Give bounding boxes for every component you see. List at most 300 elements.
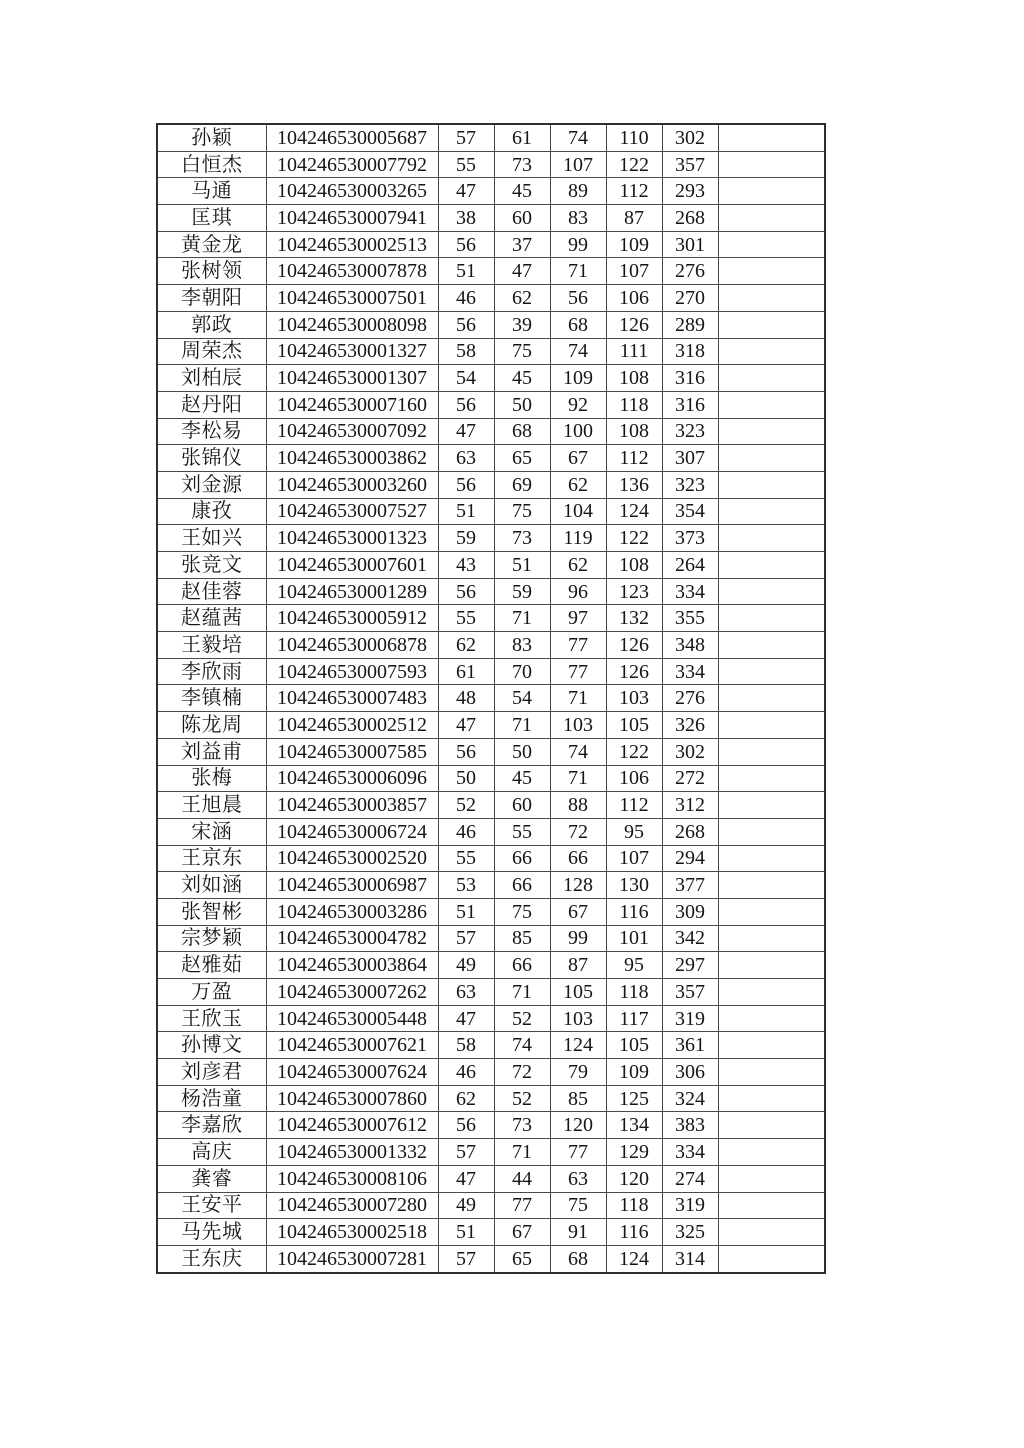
total-score-cell: 268 bbox=[662, 205, 718, 232]
student-name-cell: 黄金龙 bbox=[157, 231, 266, 258]
score-1-cell: 56 bbox=[438, 231, 494, 258]
score-4-cell: 126 bbox=[606, 632, 662, 659]
table-row bbox=[157, 1219, 825, 1246]
score-2-cell: 60 bbox=[494, 205, 550, 232]
score-3-cell: 103 bbox=[550, 1005, 606, 1032]
exam-id-cell: 104246530003857 bbox=[266, 792, 438, 819]
student-name-cell: 李欣雨 bbox=[157, 658, 266, 685]
score-1-cell: 47 bbox=[438, 178, 494, 205]
score-2-cell: 62 bbox=[494, 285, 550, 312]
score-4-cell: 109 bbox=[606, 1059, 662, 1086]
exam-id-cell: 104246530001307 bbox=[266, 365, 438, 392]
score-1-cell: 48 bbox=[438, 685, 494, 712]
score-1-cell: 56 bbox=[438, 471, 494, 498]
total-score-cell: 357 bbox=[662, 979, 718, 1006]
total-score-cell: 334 bbox=[662, 578, 718, 605]
score-2-cell: 44 bbox=[494, 1165, 550, 1192]
student-name-cell: 陈龙周 bbox=[157, 712, 266, 739]
blank-cell bbox=[718, 124, 825, 151]
score-4-cell: 118 bbox=[606, 1192, 662, 1219]
table-row bbox=[157, 471, 825, 498]
table-row bbox=[157, 205, 825, 232]
blank-cell bbox=[718, 1085, 825, 1112]
score-1-cell: 46 bbox=[438, 1059, 494, 1086]
score-4-cell: 134 bbox=[606, 1112, 662, 1139]
score-4-cell: 124 bbox=[606, 498, 662, 525]
blank-cell bbox=[718, 1165, 825, 1192]
score-2-cell: 66 bbox=[494, 845, 550, 872]
total-score-cell: 326 bbox=[662, 712, 718, 739]
blank-cell bbox=[718, 1112, 825, 1139]
score-4-cell: 126 bbox=[606, 658, 662, 685]
score-3-cell: 99 bbox=[550, 231, 606, 258]
score-1-cell: 61 bbox=[438, 658, 494, 685]
score-2-cell: 47 bbox=[494, 258, 550, 285]
score-4-cell: 105 bbox=[606, 1032, 662, 1059]
score-2-cell: 52 bbox=[494, 1085, 550, 1112]
score-2-cell: 69 bbox=[494, 471, 550, 498]
student-name-cell: 王毅培 bbox=[157, 632, 266, 659]
blank-cell bbox=[718, 258, 825, 285]
total-score-cell: 334 bbox=[662, 1139, 718, 1166]
score-4-cell: 107 bbox=[606, 258, 662, 285]
score-1-cell: 51 bbox=[438, 898, 494, 925]
score-2-cell: 65 bbox=[494, 445, 550, 472]
exam-id-cell: 104246530001327 bbox=[266, 338, 438, 365]
score-3-cell: 105 bbox=[550, 979, 606, 1006]
exam-id-cell: 104246530007612 bbox=[266, 1112, 438, 1139]
exam-id-cell: 104246530006724 bbox=[266, 818, 438, 845]
total-score-cell: 276 bbox=[662, 685, 718, 712]
score-2-cell: 55 bbox=[494, 818, 550, 845]
score-3-cell: 56 bbox=[550, 285, 606, 312]
exam-id-cell: 104246530006878 bbox=[266, 632, 438, 659]
blank-cell bbox=[718, 231, 825, 258]
blank-cell bbox=[718, 498, 825, 525]
blank-cell bbox=[718, 818, 825, 845]
total-score-cell: 274 bbox=[662, 1165, 718, 1192]
student-name-cell: 赵佳蓉 bbox=[157, 578, 266, 605]
score-2-cell: 75 bbox=[494, 338, 550, 365]
score-4-cell: 103 bbox=[606, 685, 662, 712]
exam-id-cell: 104246530002512 bbox=[266, 712, 438, 739]
score-1-cell: 54 bbox=[438, 365, 494, 392]
student-name-cell: 王京东 bbox=[157, 845, 266, 872]
student-name-cell: 王欣玉 bbox=[157, 1005, 266, 1032]
student-name-cell: 王安平 bbox=[157, 1192, 266, 1219]
score-1-cell: 57 bbox=[438, 1139, 494, 1166]
table-row bbox=[157, 738, 825, 765]
total-score-cell: 270 bbox=[662, 285, 718, 312]
blank-cell bbox=[718, 632, 825, 659]
student-name-cell: 李松易 bbox=[157, 418, 266, 445]
exam-id-cell: 104246530007585 bbox=[266, 738, 438, 765]
score-2-cell: 71 bbox=[494, 605, 550, 632]
table-row bbox=[157, 952, 825, 979]
total-score-cell: 268 bbox=[662, 818, 718, 845]
exam-id-cell: 104246530007593 bbox=[266, 658, 438, 685]
table-row bbox=[157, 845, 825, 872]
table-row bbox=[157, 898, 825, 925]
score-4-cell: 130 bbox=[606, 872, 662, 899]
score-2-cell: 54 bbox=[494, 685, 550, 712]
score-3-cell: 109 bbox=[550, 365, 606, 392]
score-1-cell: 47 bbox=[438, 712, 494, 739]
table-row bbox=[157, 178, 825, 205]
score-4-cell: 126 bbox=[606, 311, 662, 338]
student-name-cell: 匡琪 bbox=[157, 205, 266, 232]
total-score-cell: 377 bbox=[662, 872, 718, 899]
exam-id-cell: 104246530002518 bbox=[266, 1219, 438, 1246]
blank-cell bbox=[718, 1059, 825, 1086]
total-score-cell: 323 bbox=[662, 471, 718, 498]
table-row bbox=[157, 552, 825, 579]
total-score-cell: 301 bbox=[662, 231, 718, 258]
student-name-cell: 王旭晨 bbox=[157, 792, 266, 819]
total-score-cell: 361 bbox=[662, 1032, 718, 1059]
exam-id-cell: 104246530007624 bbox=[266, 1059, 438, 1086]
score-4-cell: 112 bbox=[606, 445, 662, 472]
score-1-cell: 55 bbox=[438, 151, 494, 178]
total-score-cell: 316 bbox=[662, 365, 718, 392]
table-row bbox=[157, 632, 825, 659]
score-1-cell: 56 bbox=[438, 738, 494, 765]
score-3-cell: 87 bbox=[550, 952, 606, 979]
score-1-cell: 56 bbox=[438, 311, 494, 338]
table-row bbox=[157, 338, 825, 365]
table-row bbox=[157, 1245, 825, 1272]
table-row bbox=[157, 418, 825, 445]
score-4-cell: 106 bbox=[606, 765, 662, 792]
score-1-cell: 56 bbox=[438, 391, 494, 418]
score-3-cell: 91 bbox=[550, 1219, 606, 1246]
blank-cell bbox=[718, 1219, 825, 1246]
score-2-cell: 74 bbox=[494, 1032, 550, 1059]
score-2-cell: 75 bbox=[494, 498, 550, 525]
table-row bbox=[157, 124, 825, 151]
score-3-cell: 77 bbox=[550, 632, 606, 659]
student-name-cell: 刘彦君 bbox=[157, 1059, 266, 1086]
score-1-cell: 56 bbox=[438, 1112, 494, 1139]
score-2-cell: 71 bbox=[494, 712, 550, 739]
total-score-cell: 294 bbox=[662, 845, 718, 872]
student-name-cell: 王如兴 bbox=[157, 525, 266, 552]
total-score-cell: 383 bbox=[662, 1112, 718, 1139]
score-3-cell: 104 bbox=[550, 498, 606, 525]
exam-id-cell: 104246530005448 bbox=[266, 1005, 438, 1032]
score-4-cell: 120 bbox=[606, 1165, 662, 1192]
total-score-cell: 316 bbox=[662, 391, 718, 418]
score-4-cell: 87 bbox=[606, 205, 662, 232]
score-1-cell: 58 bbox=[438, 338, 494, 365]
score-3-cell: 71 bbox=[550, 685, 606, 712]
score-1-cell: 55 bbox=[438, 845, 494, 872]
score-2-cell: 67 bbox=[494, 1219, 550, 1246]
exam-id-cell: 104246530007280 bbox=[266, 1192, 438, 1219]
score-1-cell: 57 bbox=[438, 1245, 494, 1272]
score-4-cell: 108 bbox=[606, 365, 662, 392]
table-row bbox=[157, 792, 825, 819]
exam-id-cell: 104246530003265 bbox=[266, 178, 438, 205]
total-score-cell: 319 bbox=[662, 1192, 718, 1219]
score-3-cell: 124 bbox=[550, 1032, 606, 1059]
table-row bbox=[157, 391, 825, 418]
exam-id-cell: 104246530001323 bbox=[266, 525, 438, 552]
score-4-cell: 129 bbox=[606, 1139, 662, 1166]
table-row bbox=[157, 872, 825, 899]
table-row bbox=[157, 1059, 825, 1086]
table-row bbox=[157, 1139, 825, 1166]
score-3-cell: 83 bbox=[550, 205, 606, 232]
student-name-cell: 万盈 bbox=[157, 979, 266, 1006]
score-3-cell: 120 bbox=[550, 1112, 606, 1139]
score-1-cell: 58 bbox=[438, 1032, 494, 1059]
score-1-cell: 47 bbox=[438, 1165, 494, 1192]
score-3-cell: 96 bbox=[550, 578, 606, 605]
score-2-cell: 51 bbox=[494, 552, 550, 579]
score-3-cell: 74 bbox=[550, 338, 606, 365]
blank-cell bbox=[718, 738, 825, 765]
exam-id-cell: 104246530006987 bbox=[266, 872, 438, 899]
score-1-cell: 56 bbox=[438, 578, 494, 605]
score-3-cell: 62 bbox=[550, 552, 606, 579]
total-score-cell: 323 bbox=[662, 418, 718, 445]
student-name-cell: 马通 bbox=[157, 178, 266, 205]
score-3-cell: 74 bbox=[550, 738, 606, 765]
exam-id-cell: 104246530007262 bbox=[266, 979, 438, 1006]
score-1-cell: 43 bbox=[438, 552, 494, 579]
exam-id-cell: 104246530007160 bbox=[266, 391, 438, 418]
score-4-cell: 112 bbox=[606, 792, 662, 819]
score-3-cell: 79 bbox=[550, 1059, 606, 1086]
exam-id-cell: 104246530005687 bbox=[266, 124, 438, 151]
total-score-cell: 276 bbox=[662, 258, 718, 285]
score-4-cell: 110 bbox=[606, 124, 662, 151]
blank-cell bbox=[718, 685, 825, 712]
table-row bbox=[157, 979, 825, 1006]
blank-cell bbox=[718, 658, 825, 685]
score-1-cell: 57 bbox=[438, 925, 494, 952]
exam-id-cell: 104246530005912 bbox=[266, 605, 438, 632]
student-name-cell: 李镇楠 bbox=[157, 685, 266, 712]
student-name-cell: 刘如涵 bbox=[157, 872, 266, 899]
student-name-cell: 李朝阳 bbox=[157, 285, 266, 312]
student-name-cell: 赵蕴茜 bbox=[157, 605, 266, 632]
total-score-cell: 302 bbox=[662, 738, 718, 765]
score-1-cell: 38 bbox=[438, 205, 494, 232]
score-2-cell: 52 bbox=[494, 1005, 550, 1032]
table-row bbox=[157, 1112, 825, 1139]
table-row bbox=[157, 445, 825, 472]
blank-cell bbox=[718, 445, 825, 472]
score-2-cell: 68 bbox=[494, 418, 550, 445]
score-2-cell: 50 bbox=[494, 391, 550, 418]
score-2-cell: 73 bbox=[494, 151, 550, 178]
total-score-cell: 297 bbox=[662, 952, 718, 979]
table-row bbox=[157, 658, 825, 685]
table-row bbox=[157, 765, 825, 792]
exam-id-cell: 104246530007092 bbox=[266, 418, 438, 445]
score-2-cell: 65 bbox=[494, 1245, 550, 1272]
blank-cell bbox=[718, 178, 825, 205]
total-score-cell: 354 bbox=[662, 498, 718, 525]
score-2-cell: 72 bbox=[494, 1059, 550, 1086]
total-score-cell: 302 bbox=[662, 124, 718, 151]
exam-id-cell: 104246530007941 bbox=[266, 205, 438, 232]
table-row bbox=[157, 1165, 825, 1192]
score-2-cell: 73 bbox=[494, 525, 550, 552]
student-name-cell: 郭政 bbox=[157, 311, 266, 338]
student-name-cell: 白恒杰 bbox=[157, 151, 266, 178]
score-4-cell: 125 bbox=[606, 1085, 662, 1112]
score-1-cell: 49 bbox=[438, 952, 494, 979]
score-2-cell: 71 bbox=[494, 979, 550, 1006]
score-1-cell: 63 bbox=[438, 979, 494, 1006]
score-4-cell: 118 bbox=[606, 979, 662, 1006]
student-name-cell: 杨浩童 bbox=[157, 1085, 266, 1112]
blank-cell bbox=[718, 712, 825, 739]
score-4-cell: 108 bbox=[606, 418, 662, 445]
score-3-cell: 85 bbox=[550, 1085, 606, 1112]
blank-cell bbox=[718, 338, 825, 365]
total-score-cell: 357 bbox=[662, 151, 718, 178]
score-2-cell: 71 bbox=[494, 1139, 550, 1166]
score-1-cell: 50 bbox=[438, 765, 494, 792]
exam-id-cell: 104246530003286 bbox=[266, 898, 438, 925]
score-4-cell: 108 bbox=[606, 552, 662, 579]
score-4-cell: 105 bbox=[606, 712, 662, 739]
total-score-cell: 334 bbox=[662, 658, 718, 685]
student-name-cell: 王东庆 bbox=[157, 1245, 266, 1272]
score-2-cell: 45 bbox=[494, 178, 550, 205]
student-name-cell: 张梅 bbox=[157, 765, 266, 792]
total-score-cell: 264 bbox=[662, 552, 718, 579]
blank-cell bbox=[718, 205, 825, 232]
score-1-cell: 49 bbox=[438, 1192, 494, 1219]
score-4-cell: 101 bbox=[606, 925, 662, 952]
exam-id-cell: 104246530007527 bbox=[266, 498, 438, 525]
table-row bbox=[157, 1192, 825, 1219]
exam-id-cell: 104246530007621 bbox=[266, 1032, 438, 1059]
total-score-cell: 318 bbox=[662, 338, 718, 365]
exam-id-cell: 104246530007483 bbox=[266, 685, 438, 712]
student-name-cell: 赵丹阳 bbox=[157, 391, 266, 418]
score-3-cell: 68 bbox=[550, 1245, 606, 1272]
score-1-cell: 51 bbox=[438, 1219, 494, 1246]
score-1-cell: 55 bbox=[438, 605, 494, 632]
student-name-cell: 宗梦颖 bbox=[157, 925, 266, 952]
student-name-cell: 张智彬 bbox=[157, 898, 266, 925]
total-score-cell: 293 bbox=[662, 178, 718, 205]
score-3-cell: 74 bbox=[550, 124, 606, 151]
exam-id-cell: 104246530007601 bbox=[266, 552, 438, 579]
score-1-cell: 53 bbox=[438, 872, 494, 899]
blank-cell bbox=[718, 872, 825, 899]
score-3-cell: 77 bbox=[550, 658, 606, 685]
score-2-cell: 66 bbox=[494, 872, 550, 899]
score-2-cell: 83 bbox=[494, 632, 550, 659]
student-name-cell: 宋涵 bbox=[157, 818, 266, 845]
score-table bbox=[156, 123, 826, 1274]
score-3-cell: 99 bbox=[550, 925, 606, 952]
student-name-cell: 孙博文 bbox=[157, 1032, 266, 1059]
blank-cell bbox=[718, 979, 825, 1006]
exam-id-cell: 104246530007860 bbox=[266, 1085, 438, 1112]
score-1-cell: 51 bbox=[438, 258, 494, 285]
student-name-cell: 周荣杰 bbox=[157, 338, 266, 365]
table-row bbox=[157, 578, 825, 605]
score-1-cell: 46 bbox=[438, 285, 494, 312]
exam-id-cell: 104246530004782 bbox=[266, 925, 438, 952]
student-name-cell: 孙颖 bbox=[157, 124, 266, 151]
score-2-cell: 50 bbox=[494, 738, 550, 765]
table-row bbox=[157, 151, 825, 178]
total-score-cell: 355 bbox=[662, 605, 718, 632]
score-4-cell: 95 bbox=[606, 952, 662, 979]
blank-cell bbox=[718, 1005, 825, 1032]
total-score-cell: 272 bbox=[662, 765, 718, 792]
total-score-cell: 348 bbox=[662, 632, 718, 659]
blank-cell bbox=[718, 605, 825, 632]
score-2-cell: 85 bbox=[494, 925, 550, 952]
score-1-cell: 47 bbox=[438, 1005, 494, 1032]
total-score-cell: 312 bbox=[662, 792, 718, 819]
score-4-cell: 116 bbox=[606, 898, 662, 925]
student-name-cell: 康孜 bbox=[157, 498, 266, 525]
exam-id-cell: 104246530007878 bbox=[266, 258, 438, 285]
score-3-cell: 71 bbox=[550, 765, 606, 792]
student-name-cell: 刘金源 bbox=[157, 471, 266, 498]
score-2-cell: 75 bbox=[494, 898, 550, 925]
blank-cell bbox=[718, 418, 825, 445]
table-row bbox=[157, 818, 825, 845]
total-score-cell: 373 bbox=[662, 525, 718, 552]
exam-id-cell: 104246530007792 bbox=[266, 151, 438, 178]
total-score-cell: 314 bbox=[662, 1245, 718, 1272]
score-3-cell: 103 bbox=[550, 712, 606, 739]
student-name-cell: 赵雅茹 bbox=[157, 952, 266, 979]
score-4-cell: 124 bbox=[606, 1245, 662, 1272]
table-row bbox=[157, 712, 825, 739]
table-row bbox=[157, 925, 825, 952]
total-score-cell: 325 bbox=[662, 1219, 718, 1246]
total-score-cell: 324 bbox=[662, 1085, 718, 1112]
blank-cell bbox=[718, 578, 825, 605]
student-name-cell: 高庆 bbox=[157, 1139, 266, 1166]
score-3-cell: 92 bbox=[550, 391, 606, 418]
score-3-cell: 97 bbox=[550, 605, 606, 632]
total-score-cell: 307 bbox=[662, 445, 718, 472]
exam-id-cell: 104246530002520 bbox=[266, 845, 438, 872]
score-4-cell: 122 bbox=[606, 525, 662, 552]
score-4-cell: 117 bbox=[606, 1005, 662, 1032]
table-row bbox=[157, 258, 825, 285]
table-row bbox=[157, 365, 825, 392]
student-name-cell: 李嘉欣 bbox=[157, 1112, 266, 1139]
total-score-cell: 342 bbox=[662, 925, 718, 952]
score-4-cell: 122 bbox=[606, 151, 662, 178]
blank-cell bbox=[718, 792, 825, 819]
blank-cell bbox=[718, 925, 825, 952]
score-4-cell: 106 bbox=[606, 285, 662, 312]
student-name-cell: 龚睿 bbox=[157, 1165, 266, 1192]
score-1-cell: 59 bbox=[438, 525, 494, 552]
blank-cell bbox=[718, 151, 825, 178]
table-row bbox=[157, 285, 825, 312]
score-4-cell: 122 bbox=[606, 738, 662, 765]
score-3-cell: 107 bbox=[550, 151, 606, 178]
score-3-cell: 71 bbox=[550, 258, 606, 285]
